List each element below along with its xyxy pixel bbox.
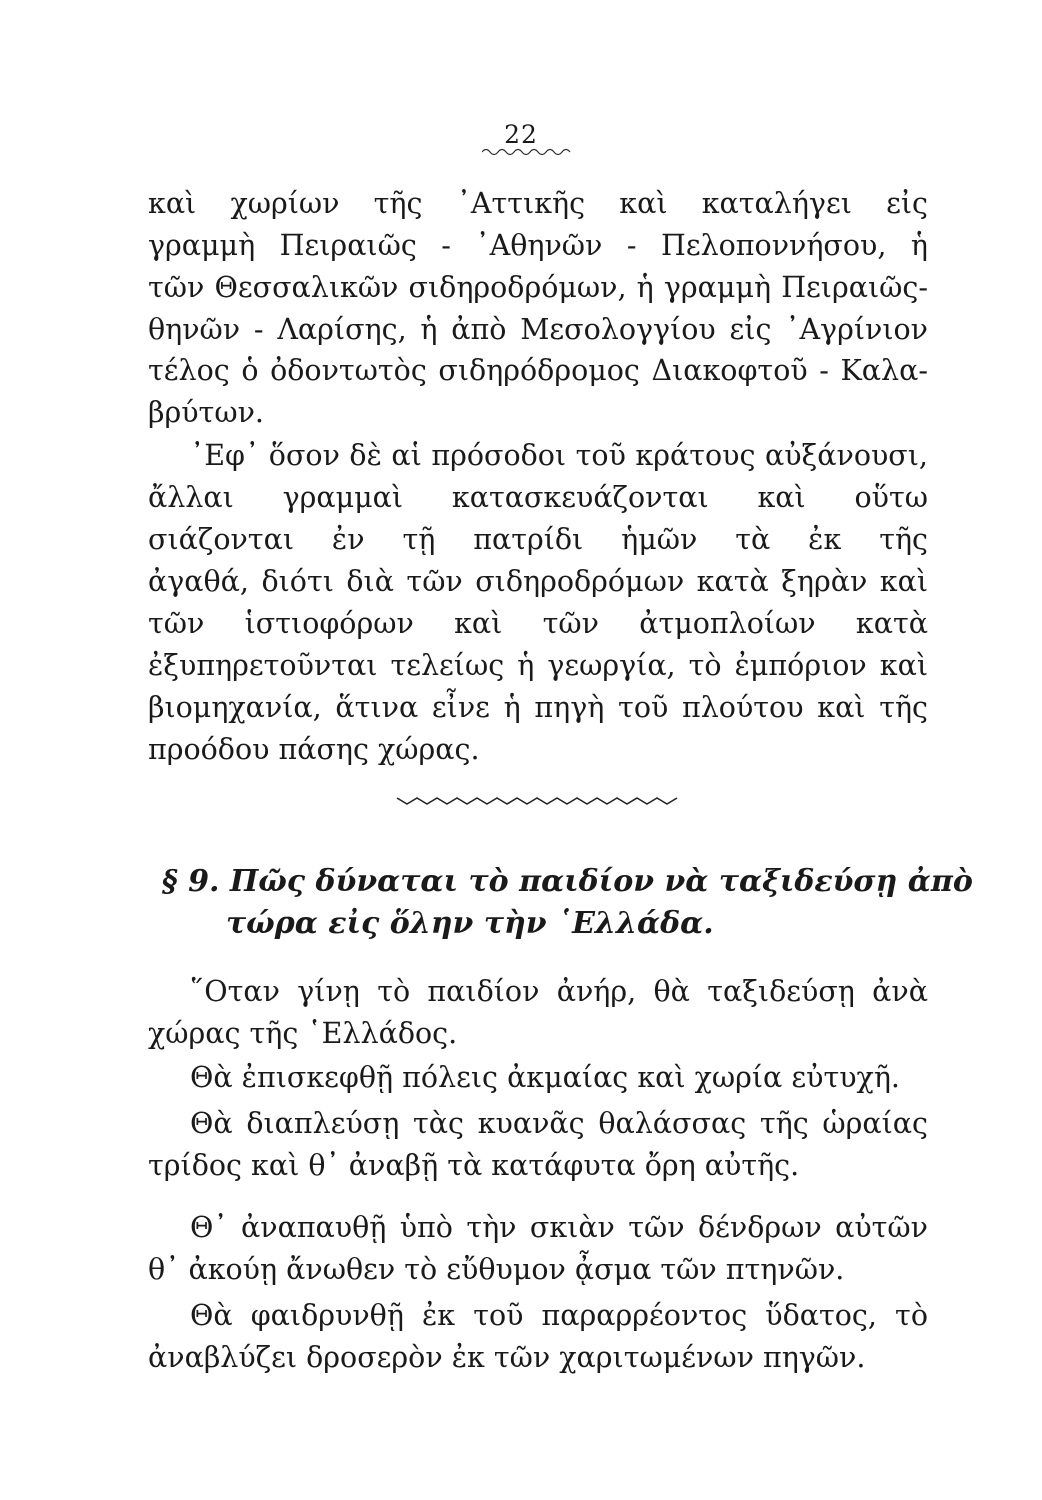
text-line: Θὰ ἐπισκεφθῇ πόλεις ἀκμαίας καὶ χωρία εὐτυχῆ. [190,1061,900,1094]
text-line: ἄλλαι γραμμαὶ κατασκευάζονται καὶ οὕτω [148,481,928,514]
text-line: Θὰ διαπλεύσῃ τὰς κυανᾶς θαλάσσας τῆς ὡραίας [190,1107,928,1140]
text-line: καὶ χωρίων τῆς ᾿Αττικῆς καὶ καταλήγει εἰς [148,187,928,220]
text-line: θηνῶν - Λαρίσης, ἡ ἀπὸ Μεσολογγίου εἰς ᾿Αγρίνιον [148,313,928,346]
page-number: 22 [504,120,538,149]
text-line: βρύτων. [148,396,264,429]
text-line: θ᾿ ἀκούῃ ἄνωθεν τὸ εὔθυμον ᾆσμα τῶν πτηνῶν. [148,1253,845,1286]
text-line: προόδου πάσης χώρας. [148,733,480,766]
text-line: βιομηχανία, ἅτινα εἶνε ἡ πηγὴ τοῦ πλούτου καὶ τῆς [148,691,928,724]
text-line: ἀγαθά, διότι διὰ τῶν σιδηροδρόμων κατὰ ξηρὰν καὶ [148,565,928,598]
text-line: χώρας τῆς ῾Ελλάδος. [148,1017,458,1050]
text-line: ἀναβλύζει δροσερὸν ἐκ τῶν χαριτωμένων πηγῶν. [148,1341,866,1374]
section-divider-ornament [395,790,680,812]
text-line: ῞Οταν γίνῃ τὸ παιδίον ἀνήρ, θὰ ταξιδεύσῃ ἀνὰ [190,975,928,1008]
text-line: Θ᾿ ἀναπαυθῇ ὑπὸ τὴν σκιὰν τῶν δένδρων αὐτῶν [190,1211,928,1244]
text-line: Θὰ φαιδρυνθῇ ἐκ τοῦ παραρρέοντος ὕδατος, τὸ [190,1299,928,1332]
section-heading-line: § 9. Πῶς δύναται τὸ παιδίον νὰ ταξιδεύσῃ ἀπὸ [162,864,973,899]
text-line: τέλος ὁ ὀδοντωτὸς σιδηρόδρομος Διακοφτοῦ - Καλα- [148,354,928,387]
text-line: ἐξυπηρετοῦνται τελείως ἡ γεωργία, τὸ ἐμπόριον καὶ [148,649,928,682]
text-line: τρίδος καὶ θ᾿ ἀναβῇ τὰ κατάφυτα ὄρη αὐτῆς. [148,1149,800,1182]
text-line: γραμμὴ Πειραιῶς - ᾿Αθηνῶν - Πελοποννήσου, ἡ [148,229,928,262]
page-number-ornament [482,145,572,159]
text-line: ᾿Εφ᾿ ὅσον δὲ αἱ πρόσοδοι τοῦ κράτους αὐξάνουσι, [190,439,928,472]
text-line: τῶν ἱστιοφόρων καὶ τῶν ἀτμοπλοίων κατὰ [148,607,928,640]
section-heading-line: τώρα εἰς ὅλην τὴν ῾Ελλάδα. [226,906,714,941]
text-line: σιάζονται ἐν τῇ πατρίδι ἡμῶν τὰ ἐκ τῆς [148,523,928,556]
text-line: τῶν Θεσσαλικῶν σιδηροδρόμων, ἡ γραμμὴ Πειραιῶς- [148,271,928,304]
